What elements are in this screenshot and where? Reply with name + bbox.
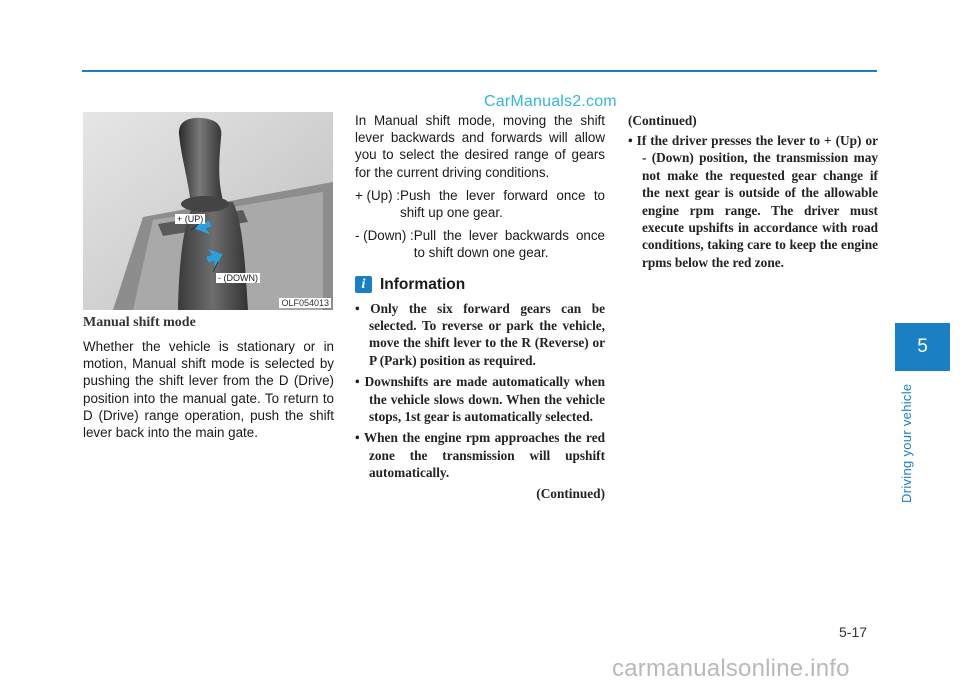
up-key: + (Up) : xyxy=(355,187,401,203)
down-value: Pull the lever backwards once to shift down one gear. xyxy=(413,228,605,261)
column-1 xyxy=(83,314,334,441)
label-down: - (DOWN) xyxy=(218,273,258,283)
information-title: Information xyxy=(380,275,466,293)
list-item: • If the driver presses the lever to + (Up) or - (Down) position, the transmission may not make the requested gear change if the next gear is outside of the allowable engine rpm range. The driver must execute upshifts in accordance with road conditions, taking care to keep the engine rpms below the red zone. xyxy=(628,133,878,270)
section-heading: Manual shift mode xyxy=(83,315,196,330)
shift-lever-photo xyxy=(83,112,333,310)
chapter-tab: 5 xyxy=(895,323,950,371)
label-up: + (UP) xyxy=(177,214,204,224)
list-item: • Downshifts are made automatically when the vehicle slows down. When the vehicle stops, 1st gear is automatically selected. xyxy=(355,374,605,425)
continued-list xyxy=(628,132,878,271)
column-2 xyxy=(355,112,605,502)
down-definition xyxy=(355,227,605,261)
up-value: Push the lever forward once to shift up one gear. xyxy=(400,187,605,221)
chapter-side-label xyxy=(899,383,919,503)
figure-code: OLF054013 xyxy=(281,298,329,308)
info-icon: i xyxy=(355,276,372,293)
information-list xyxy=(355,300,605,482)
watermark-bottom[interactable]: carmanualsonline.info xyxy=(612,655,850,682)
continued-header: (Continued) xyxy=(628,113,697,128)
manual-mode-intro: In Manual shift mode, moving the shift lever backwards and forwards will allow you to select the desired range of gears for the current driving conditions. xyxy=(355,113,605,180)
list-item: • When the engine rpm approaches the red zone the transmission will upshift automatically. xyxy=(355,430,605,481)
page-number: 5-17 xyxy=(839,624,868,640)
shift-lever-illustration xyxy=(83,112,333,310)
header-rule xyxy=(82,70,877,72)
up-definition xyxy=(355,187,605,221)
information-header xyxy=(355,276,605,294)
watermark-top[interactable]: CarManuals2.com xyxy=(484,93,617,110)
column-3 xyxy=(628,112,878,275)
list-item: • Only the six forward gears can be selected. To reverse or park the vehicle, move the shift lever to the R (Reverse) or P (Park) position as required. xyxy=(355,300,605,368)
continued-note: (Continued) xyxy=(536,485,605,501)
down-key: - (Down) : xyxy=(355,228,414,244)
chapter-title: Driving your vehicle xyxy=(899,383,914,503)
manual-shift-paragraph: Whether the vehicle is stationary or in motion, Manual shift mode is selected by pushing the shift lever from the D (Drive) position into the manual gate. To return to D (Drive) range operation, push the shift lever back into the main gate. xyxy=(83,339,334,441)
